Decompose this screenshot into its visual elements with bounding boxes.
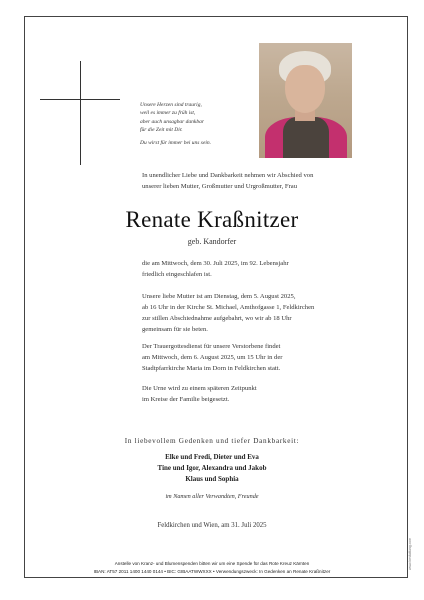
- birth-name: geb. Kandorfer: [187, 237, 237, 246]
- poem-line: Unsere Herzen sind traurig,: [140, 102, 202, 108]
- family-line: Tine und Igor, Alexandra und Jakob: [157, 464, 267, 472]
- poem-line: aber auch unsagbar dankbar: [140, 118, 205, 125]
- paragraph-line: Stadtpfarrkirche Maria im Dorn in Feldkirchen statt.: [142, 365, 281, 372]
- paragraph-line: im Kreise der Familie beigesetzt.: [142, 396, 230, 403]
- intro-line: In unendlicher Liebe und Dankbarkeit nehmen wir Abschied von: [142, 172, 314, 179]
- poem-line: für die Zeit mit Dir.: [140, 127, 183, 134]
- portrait-photo: [259, 43, 352, 158]
- family-line: Klaus und Sophia: [185, 475, 239, 483]
- paragraph-urn: [142, 383, 392, 405]
- paragraph-line: Unsere liebe Mutter ist am Dienstag, dem 5. August 2025,: [142, 293, 296, 300]
- cross-icon-horizontal: [40, 99, 120, 100]
- photo-face: [285, 65, 325, 113]
- cross-icon-vertical: [80, 61, 81, 165]
- paragraph-viewing: [142, 291, 392, 335]
- poem: [140, 101, 260, 147]
- intro-line: unserer lieben Mutter, Großmutter und Urgroßmutter, Frau: [142, 183, 297, 190]
- paragraph-line: Die Urne wird zu einem späteren Zeitpunkt: [142, 385, 257, 392]
- deceased-name: Renate Kraßnitzer: [125, 207, 299, 232]
- poem-line: Du wirst für immer bei uns sein.: [140, 139, 212, 146]
- paragraph-line: friedlich eingeschlafen ist.: [142, 271, 212, 278]
- paragraph-line: zur stillen Abschiednahme aufgebahrt, wo wir ab 18 Uhr: [142, 315, 292, 322]
- relatives-line: im Namen aller Verwandten, Freunde: [165, 493, 259, 500]
- paragraph-line: Der Trauergottesdienst für unsere Verstorbene findet: [142, 343, 281, 350]
- paragraph-service: [142, 341, 392, 374]
- paragraph-line: ab 16 Uhr in der Kirche St. Michael, Amthofgasse 1, Feldkirchen: [142, 304, 315, 311]
- paragraph-death: [142, 258, 392, 280]
- thanks-heading: In liebevollem Gedenken und tiefer Dankbarkeit:: [124, 437, 300, 445]
- family-line: Elke und Fredi, Dieter und Eva: [165, 453, 259, 461]
- intro-text: [142, 170, 382, 192]
- vertical-imprint: www.bestattung.com: [408, 537, 412, 570]
- paragraph-line: gemeinsam für sie beten.: [142, 326, 208, 333]
- donation-footer: [0, 560, 424, 576]
- paragraph-line: am Mittwoch, dem 6. August 2025, um 15 Uhr in der: [142, 354, 283, 361]
- family-names: [0, 452, 424, 485]
- place-date: Feldkirchen und Wien, am 31. Juli 2025: [157, 522, 267, 529]
- footer-line: IBAN: AT57 2011 1400 1440 0144 • BIC: GIBAATWWXXX • Verwendungszweck: In Gedenken an Renate Kraßnitzer: [93, 569, 331, 574]
- photo-vest: [283, 117, 329, 158]
- poem-line: weil es immer zu früh ist,: [140, 110, 196, 117]
- footer-line: Anstelle von Kranz- und Blumenspenden bitten wir um eine Spende für das Rote Kreuz Kärnten: [114, 561, 310, 566]
- paragraph-line: die am Mittwoch, dem 30. Juli 2025, im 92. Lebensjahr: [142, 260, 289, 267]
